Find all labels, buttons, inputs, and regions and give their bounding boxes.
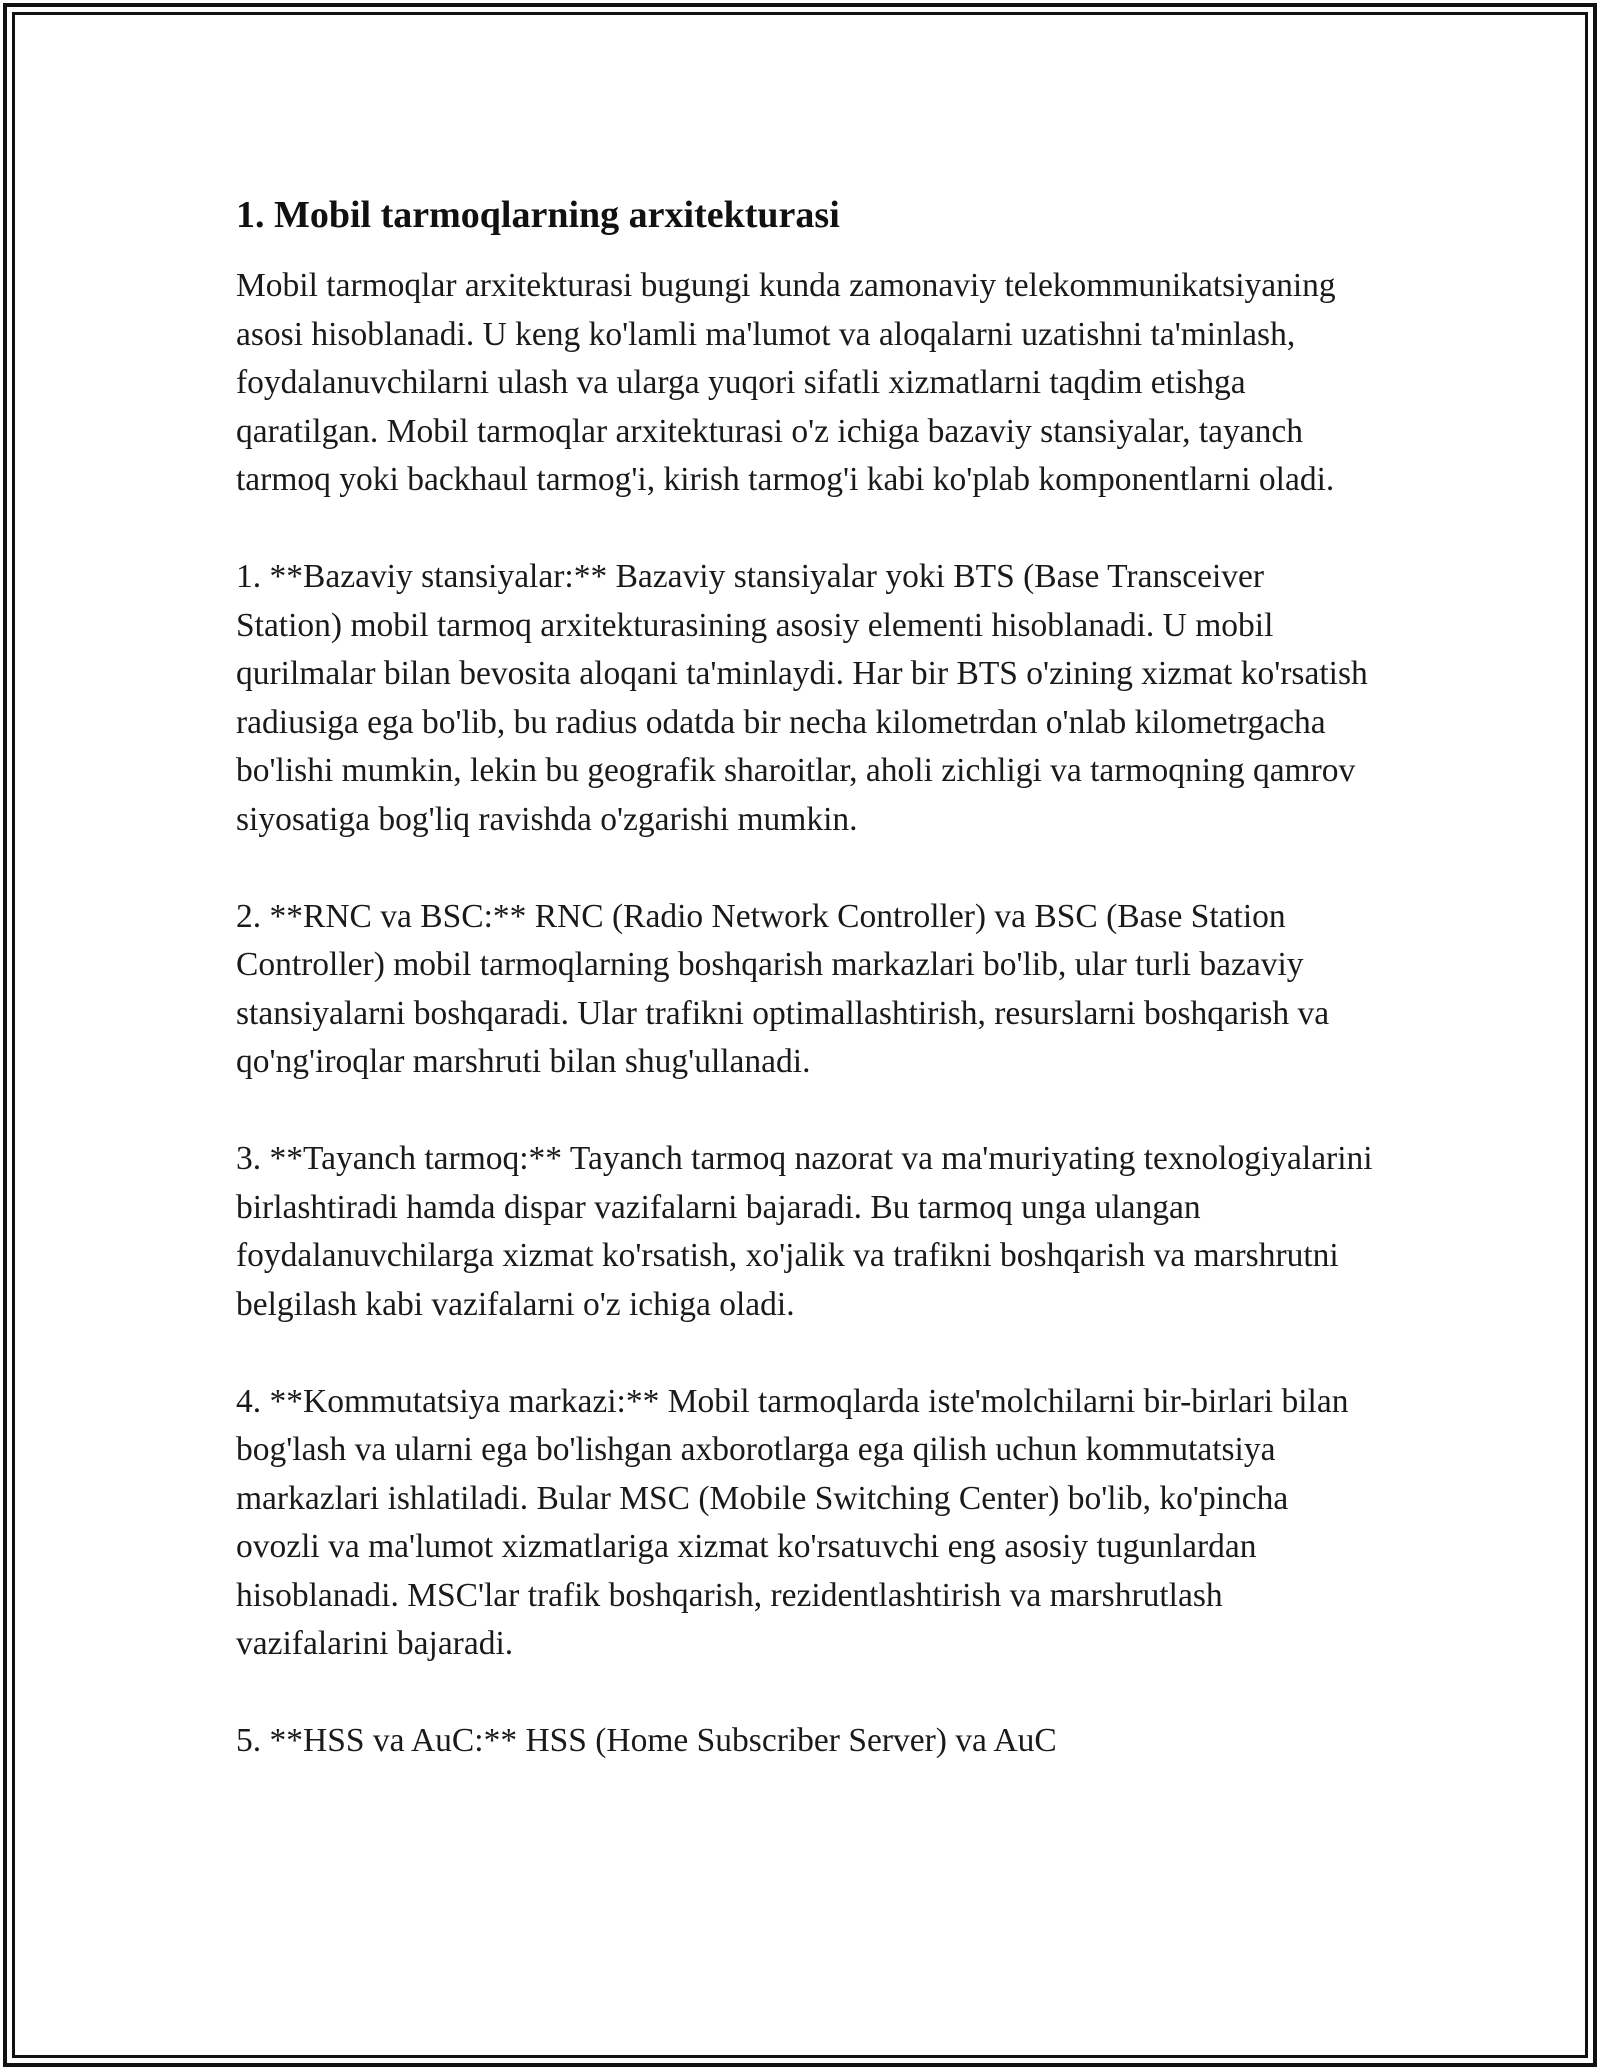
- list-item-hss-auc: 5. **HSS va AuC:** HSS (Home Subscriber Server) va AuC: [236, 1722, 1057, 1759]
- list-item-rnc-bsc: 2. **RNC va BSC:** RNC (Radio Network Controller) va BSC (Base Station Controller) mobil tarmoqlarning boshqarish markazlari bo'lib, ular turli bazaviy stansiyalarni boshqaradi. Ular trafikni optimallashtirish, resurslarni boshqarish va qo'ng'iroqlar marshruti bilan shug'ullanadi.: [236, 897, 1330, 1080]
- section-title: 1. Mobil tarmoqlarning arxitekturasi: [236, 194, 840, 236]
- list-item-kommutatsiya-markazi: 4. **Kommutatsiya markazi:** Mobil tarmoqlarda iste'molchilarni bir-birlari bilan bog'lash va ularni ega bo'lishgan axborotlarga ega qilish uchun kommutatsiya markazlari ishlatiladi. Bular MSC (Mobile Switching Center) bo'lib, ko'pincha ovozli va ma'lumot xizmatlariga xizmat ko'rsatuvchi eng asosiy tugunlardan hisoblanadi. MSC'lar trafik boshqarish, rezidentlashtirish va marshrutlash vazifalarini bajaradi.: [236, 1382, 1349, 1662]
- document-body: [236, 186, 1376, 1766]
- intro-paragraph: Mobil tarmoqlar arxitekturasi bugungi kunda zamonaviy telekommunikatsiyaning asosi hisoblanadi. U keng ko'lamli ma'lumot va aloqalarni uzatishni ta'minlash, foydalanuvchilarni ulash va ularga yuqori sifatli xizmatlarni taqdim etishga qaratilgan. Mobil tarmoqlar arxitekturasi o'z ichiga bazaviy stansiyalar, tayanch tarmoq yoki backhaul tarmog'i, kirish tarmog'i kabi ko'plab komponentlarni oladi.: [236, 267, 1336, 498]
- list-item-bazaviy-stansiyalar: 1. **Bazaviy stansiyalar:** Bazaviy stansiyalar yoki BTS (Base Transceiver Station) mobil tarmoq arxitekturasining asosiy elementi hisoblanadi. U mobil qurilmalar bilan bevosita aloqani ta'minlaydi. Har bir BTS o'zining xizmat ko'rsatish radiusiga ega bo'lib, bu radius odatda bir necha kilometrdan o'nlab kilometrgacha bo'lishi mumkin, lekin bu geografik sharoitlar, aholi zichligi va tarmoqning qamrov siyosatiga bog'liq ravishda o'zgarishi mumkin.: [236, 558, 1368, 838]
- list-item-tayanch-tarmoq: 3. **Tayanch tarmoq:** Tayanch tarmoq nazorat va ma'muriyating texnologiyalarini birlashtiradi hamda dispar vazifalarni bajaradi. Bu tarmoq unga ulangan foydalanuvchilarga xizmat ko'rsatish, xo'jalik va trafikni boshqarish va marshrutni belgilash kabi vazifalarni o'z ichiga oladi.: [236, 1140, 1373, 1323]
